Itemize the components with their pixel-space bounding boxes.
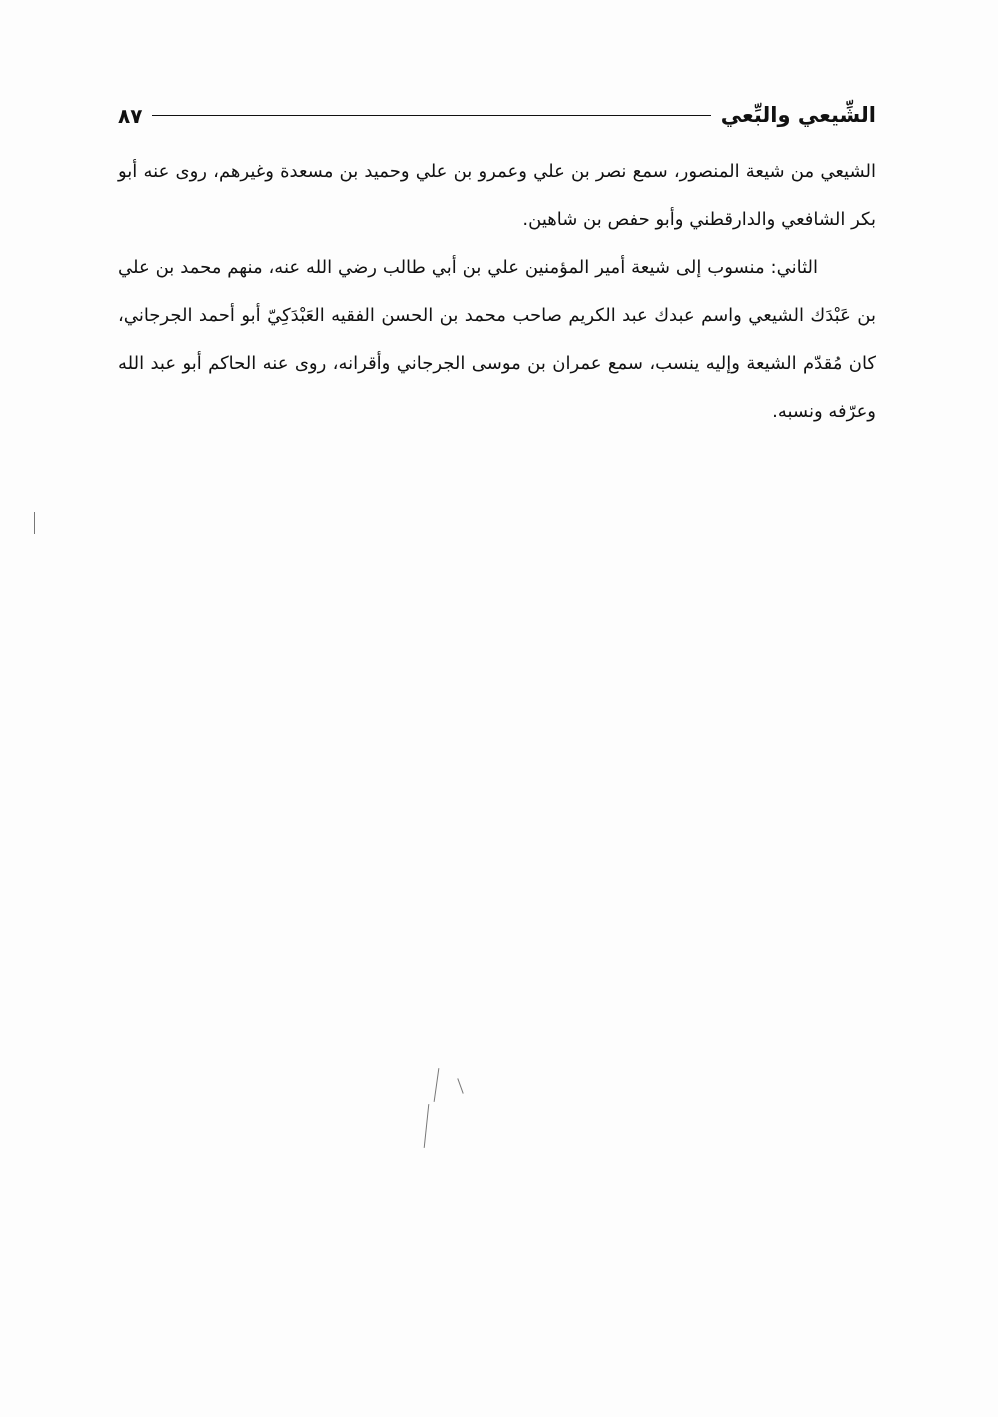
running-header: [118, 92, 876, 132]
scan-speck: [424, 1104, 430, 1148]
scan-speck: [34, 512, 35, 534]
body-text: [118, 148, 876, 436]
running-header-title: الشِّيعي والبِّعي: [720, 103, 876, 127]
scan-speck: [434, 1068, 440, 1102]
scan-speck: [457, 1078, 463, 1093]
header-rule: [152, 115, 710, 116]
page-number: ٨٧: [118, 104, 143, 128]
paragraph-2: الثاني: منسوب إلى شيعة أمير المؤمنين علي بن أبي طالب رضي الله عنه، منهم محمد بن علي بن عَبْدَك الشيعي واسم عبدك عبد الكريم صاحب محمد بن الحسن الفقيه العَبْدَكِيّ أبو أحمد الجرجاني، كان مُقدّم الشيعة وإليه ينسب، سمع عمران بن موسى الجرجاني وأقرانه، روى عنه الحاكم أبو عبد الله وعرّفه ونسبه.: [118, 257, 876, 422]
paragraph-1: الشيعي من شيعة المنصور، سمع نصر بن علي وعمرو بن علي وحميد بن مسعدة وغيرهم، روى عنه أبو بكر الشافعي والدارقطني وأبو حفص بن شاهين.: [118, 161, 876, 230]
